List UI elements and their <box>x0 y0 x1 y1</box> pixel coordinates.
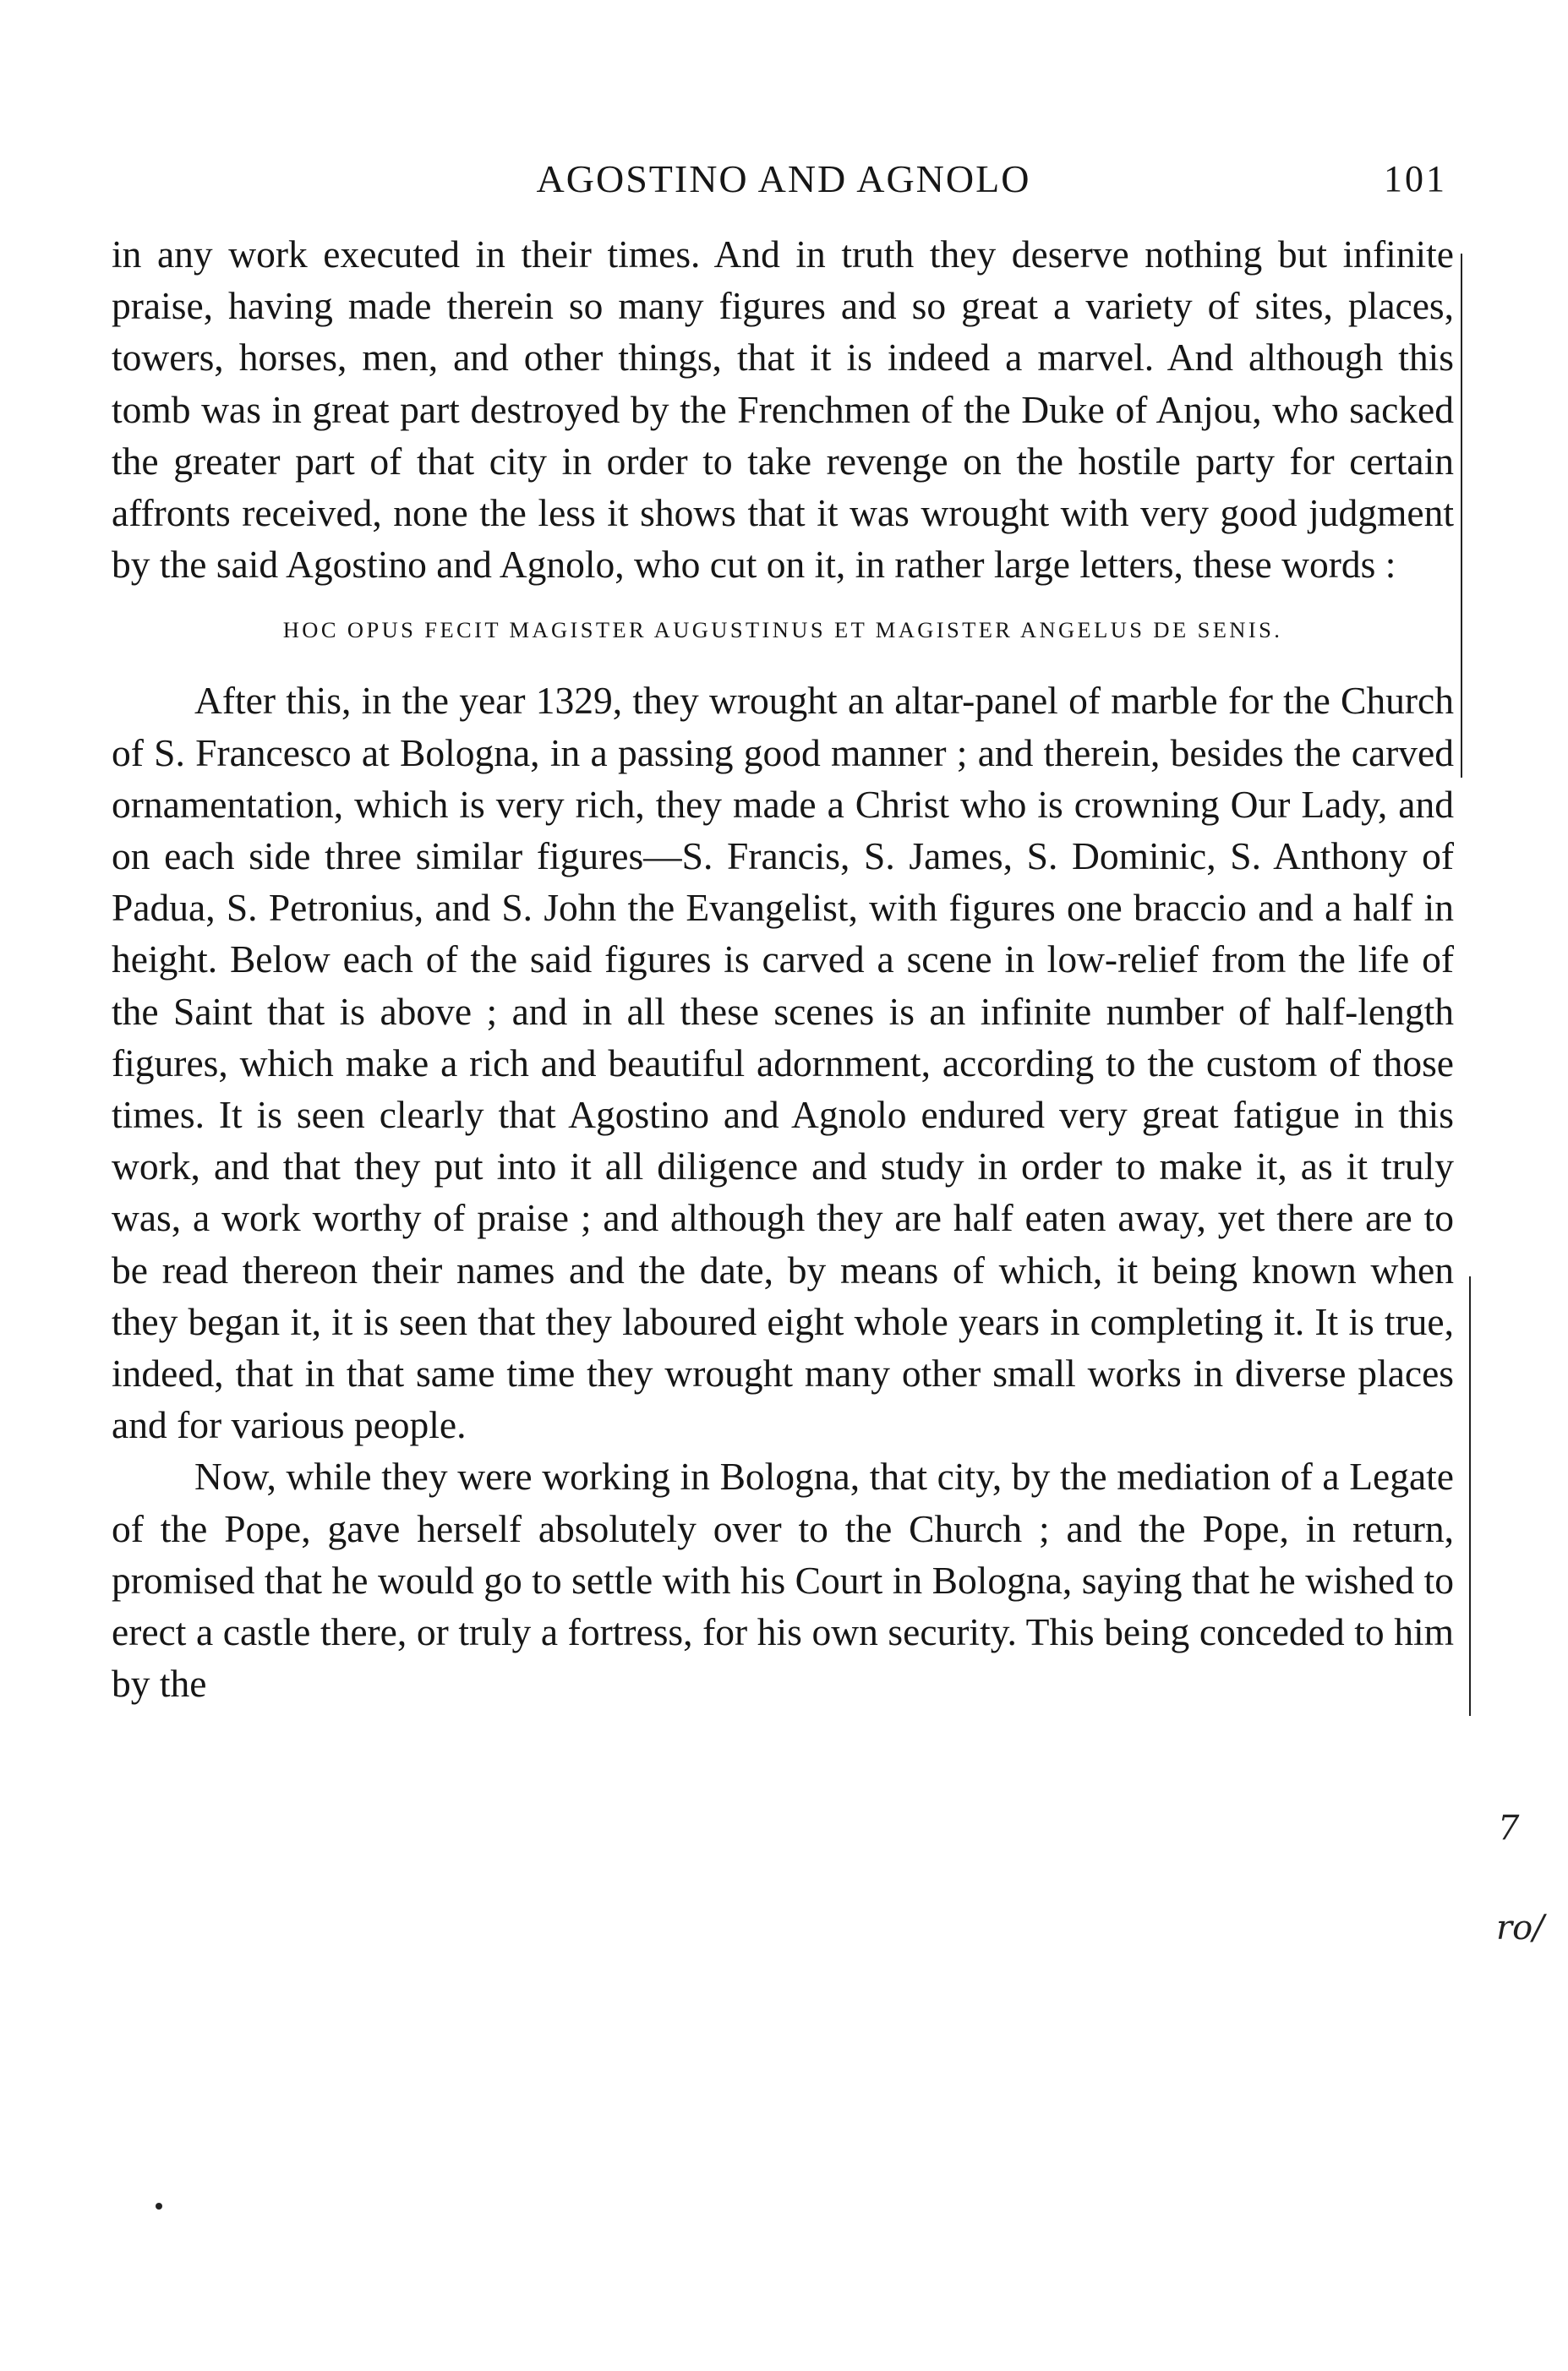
pen-mark-margin-line-1 <box>1461 254 1462 778</box>
text-block <box>112 228 1454 1709</box>
running-title: AGOSTINO AND AGNOLO <box>536 157 1031 200</box>
margin-note-1: 7 <box>1498 1809 1520 1848</box>
inscription: HOC OPUS FECIT MAGISTER AUGUSTINUS ET MAGISTER ANGELUS DE SENIS. <box>282 617 1283 643</box>
paragraph-1: in any work executed in their times. And in truth they deserve nothing but infinite praise, having made therein so many figures and so great a variety of sites, places, towers, horses, men, and other things, that it is indeed a marvel. And although this tomb was in great part destroyed by the Frenchmen of the Duke of Anjou, who sacked the greater part of that city in order to take revenge on the hostile party for certain affronts received, none the less it shows that it was wrought with very good judgment by the said Agostino and Agnolo, who cut on it, in rather large letters, these words : <box>112 232 1454 587</box>
running-head <box>112 154 1456 205</box>
ink-dot <box>156 2203 162 2210</box>
paragraph-2: After this, in the year 1329, they wrought an altar-panel of marble for the Church of S. Francesco at Bologna, in a passing good manner ; and therein, besides the carved ornamentation, which is very rich, they made a Christ who is crowning Our Lady, and on each side three similar figures—S. Francis, S. James, S. Dominic, S. Anthony of Padua, S. Petronius, and S. John the Evangelist, with figures one braccio and a half in height. Below each of the said figures is carved a scene in low-relief from the life of the Saint that is above ; and in all these scenes is an infinite number of half-length figures, which make a rich and beautiful adornment, according to the custom of those times. It is seen clearly that Agostino and Agnolo endured very great fatigue in this work, and that they put into it all diligence and study in order to make it, as it truly was, a work worthy of praise ; and although they are half eaten away, yet there are to be read thereon their names and the date, by means of which, it being known when they began it, it is seen that they laboured eight whole years in completing it. It is true, indeed, that in that same time they wrought many other small works in diverse places and for various people. <box>112 679 1454 1447</box>
pen-mark-margin-line-2 <box>1469 1276 1471 1716</box>
paragraph-3: Now, while they were working in Bologna, that city, by the mediation of a Legate of the Pope, gave herself absolutely over to the Church ; and the Pope, in return, promised that he would go to settle with his Court in Bologna, saying that he wished to erect a castle there, or truly a fortress, for his own security. This being conceded to him by the <box>112 1455 1454 1706</box>
margin-note-2: ro/ <box>1496 1909 1544 1948</box>
page-number: 101 <box>1384 158 1447 199</box>
